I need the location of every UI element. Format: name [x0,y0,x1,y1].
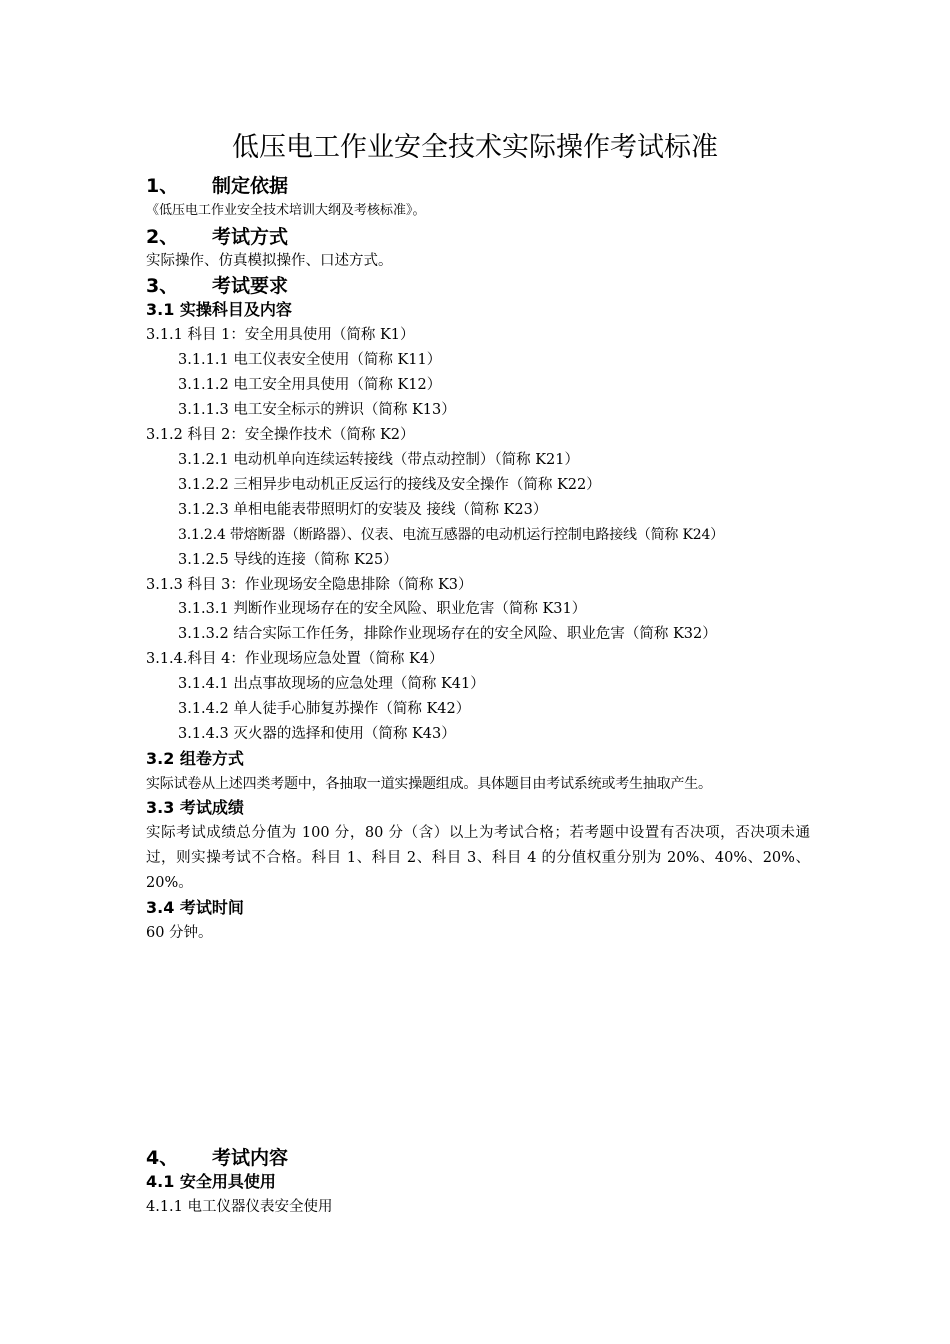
section-2-text: 实际操作、仿真模拟操作、口述方式。 [146,253,393,269]
section-1-label: 制定依据 [212,175,289,197]
section-3-heading [146,273,288,299]
list-item: 3.1.2.5 导线的连接（简称 K25） [178,552,398,568]
list-item: 3.1.1.1 电工仪表安全使用（简称 K11） [178,352,442,368]
subsection-3-2-heading: 3.2 组卷方式 [146,749,244,768]
subsection-3-4-text: 60 分钟。 [146,925,213,941]
subsection-4-1-heading: 4.1 安全用具使用 [146,1172,276,1191]
subsection-3-1-heading: 3.1 实操科目及内容 [146,300,292,319]
list-item: 3.1.1.2 电工安全用具使用（简称 K12） [178,377,442,393]
list-item: 3.1.2.2 三相异步电动机正反运行的接线及安全操作（简称 K22） [178,477,601,493]
section-3-label: 考试要求 [212,275,289,297]
list-item: 3.1.2.3 单相电能表带照明灯的安装及 接线（简称 K23） [178,502,548,518]
list-item: 3.1.4.科目 4：作业现场应急处置（简称 K4） [146,651,444,667]
section-4-heading [146,1145,288,1171]
section-2-number: 2、 [146,226,179,248]
list-item: 3.1.4.3 灭火器的选择和使用（简称 K43） [178,726,456,742]
section-4-label: 考试内容 [212,1147,289,1169]
section-1-number: 1、 [146,175,179,197]
section-1-heading [146,173,288,199]
list-item: 3.1.3.1 判断作业现场存在的安全风险、职业危害（简称 K31） [178,601,587,617]
section-1-text: 《低压电工作业安全技术培训大纲及考核标准》。 [146,203,426,218]
list-item: 3.1.4.2 单人徒手心肺复苏操作（简称 K42） [178,701,471,717]
subsection-3-2-text: 实际试卷从上述四类考题中，各抽取一道实操题组成。具体题目由考试系统或考生抽取产生。 [146,776,712,792]
section-3-number: 3、 [146,275,179,297]
subsection-3-3-heading: 3.3 考试成绩 [146,798,244,817]
list-item: 3.1.2.1 电动机单向连续运转接线（带点动控制）（简称 K21） [178,452,579,468]
list-item: 3.1.3.2 结合实际工作任务，排除作业现场存在的安全风险、职业危害（简称 K32） [178,626,717,642]
list-item: 4.1.1 电工仪器仪表安全使用 [146,1199,333,1215]
section-2-heading [146,224,288,250]
list-item: 3.1.1 科目 1：安全用具使用（简称 K1） [146,327,415,343]
list-item: 3.1.2.4 带熔断器（断路器）、仪表、电流互感器的电动机运行控制电路接线（简称 K24） [178,527,724,543]
document-title: 低压电工作业安全技术实际操作考试标准 [232,132,718,163]
list-item: 3.1.2 科目 2：安全操作技术（简称 K2） [146,427,415,443]
subsection-3-3-text: 实际考试成绩总分值为 100 分，80 分（含）以上为考试合格；若考题中设置有否决项，否决项未通过，则实操考试不合格。科目 1、科目 2、科目 3、科目 4 的分值权重分别为 20%、40%、20%、20%。 [146,825,810,891]
section-4-number: 4、 [146,1147,179,1169]
list-item: 3.1.3 科目 3：作业现场安全隐患排除（简称 K3） [146,577,473,593]
subsection-3-4-heading: 3.4 考试时间 [146,898,244,917]
list-item: 3.1.1.3 电工安全标示的辨识（简称 K13） [178,402,456,418]
section-2-label: 考试方式 [212,226,289,248]
list-item: 3.1.4.1 出点事故现场的应急处理（简称 K41） [178,676,485,692]
